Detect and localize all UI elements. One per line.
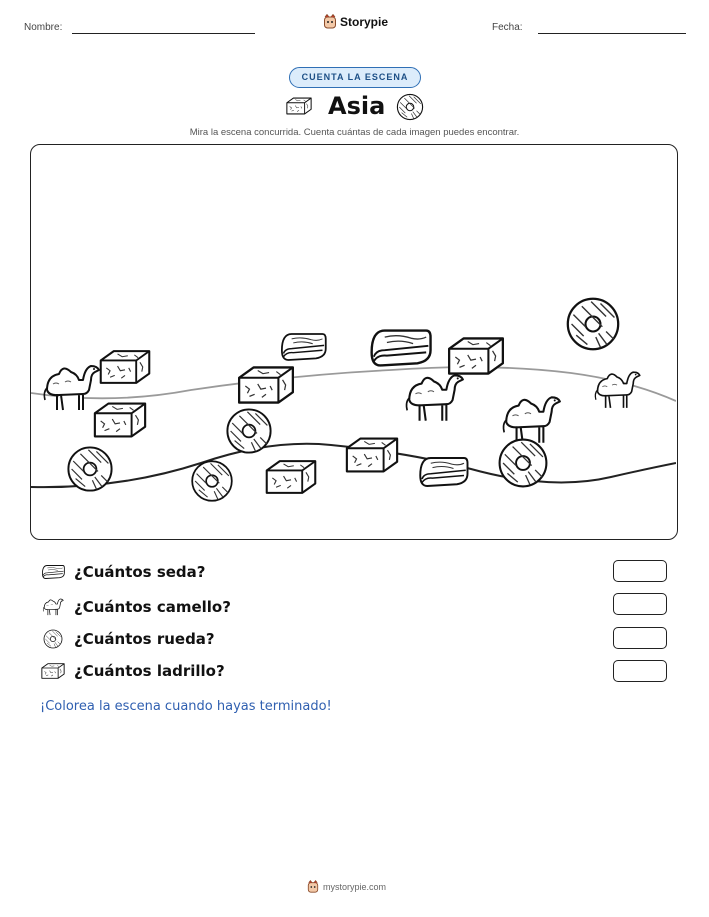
wheel-icon	[192, 461, 232, 501]
storypie-logo	[323, 14, 388, 30]
wheel-icon	[68, 447, 111, 490]
answer-box-brick[interactable]	[613, 660, 667, 682]
silk-icon	[40, 563, 66, 581]
date-label: Fecha:	[492, 22, 523, 33]
brick-icon	[239, 367, 293, 402]
brand-name: Storypie	[340, 15, 389, 29]
wheel-icon	[568, 299, 618, 349]
camel-icon	[407, 375, 463, 420]
wheel-icon	[396, 93, 424, 121]
storypie-mascot-icon	[323, 14, 337, 30]
closing-instruction: ¡Colorea la escena cuando hayas terminado!	[40, 699, 332, 714]
brick-icon	[449, 338, 503, 373]
camel-icon	[40, 596, 66, 618]
brick-icon	[101, 351, 150, 383]
name-line[interactable]	[72, 33, 255, 34]
brick-icon	[40, 662, 66, 680]
question-camel	[40, 596, 231, 618]
question-text: ¿Cuántos rueda?	[74, 630, 215, 648]
footer-url[interactable]: mystorypie.com	[323, 882, 387, 892]
question-text: ¿Cuántos ladrillo?	[74, 662, 225, 680]
answer-box-wheel[interactable]	[613, 627, 667, 649]
wheel-icon	[40, 629, 66, 649]
wheel-icon	[500, 440, 547, 487]
scene-drawing	[31, 145, 676, 538]
question-text: ¿Cuántos seda?	[74, 563, 206, 581]
question-silk	[40, 563, 205, 581]
question-wheel	[40, 629, 215, 649]
page-title: Asia	[328, 92, 386, 120]
name-label: Nombre:	[24, 22, 63, 33]
brick-icon	[285, 96, 313, 116]
silk-icon	[372, 331, 431, 366]
answer-box-camel[interactable]	[613, 593, 667, 615]
answer-box-silk[interactable]	[613, 560, 667, 582]
silk-icon	[282, 334, 326, 360]
instructions: Mira la escena concurrida. Cuenta cuántas de cada imagen puedes encontrar.	[189, 127, 520, 138]
silk-icon	[420, 458, 467, 486]
wheel-icon	[227, 409, 270, 452]
question-text: ¿Cuántos camello?	[74, 598, 231, 616]
footer	[307, 880, 386, 894]
brick-icon	[267, 461, 316, 493]
section-badge: CUENTA LA ESCENA	[289, 67, 421, 88]
camel-icon	[44, 366, 99, 410]
counting-scene	[30, 144, 678, 540]
camel-icon	[504, 397, 560, 442]
storypie-mascot-icon	[307, 880, 319, 894]
brick-icon	[347, 439, 397, 472]
date-line[interactable]	[538, 33, 686, 34]
brick-icon	[95, 404, 145, 437]
question-brick	[40, 662, 225, 680]
